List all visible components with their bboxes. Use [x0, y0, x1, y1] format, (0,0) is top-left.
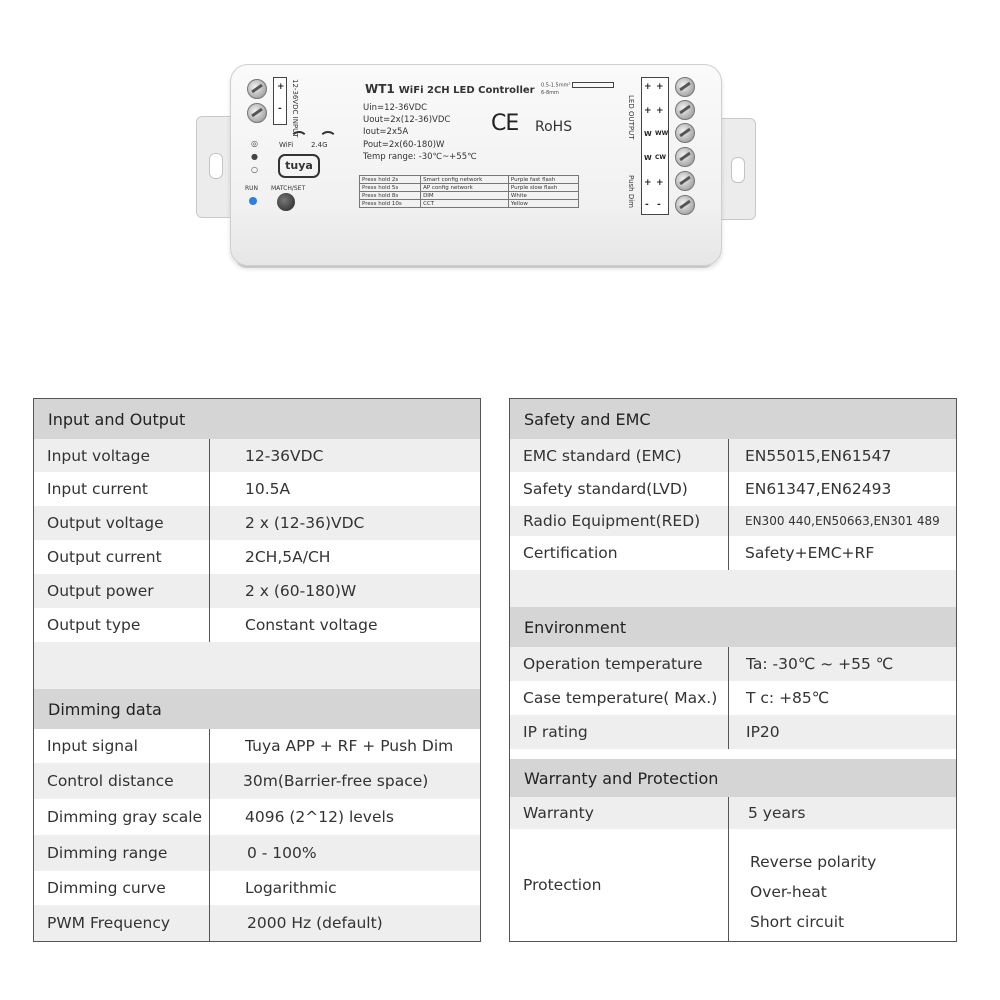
mounting-hole [209, 153, 223, 179]
wire-strip-length: 6-8mm [541, 89, 559, 96]
rohs-mark: RoHS [535, 119, 573, 135]
table-cell: Yellow [508, 200, 578, 208]
mounting-ear-right [718, 118, 756, 220]
table-cell: AP config network [421, 184, 509, 192]
terminal-label: + [644, 106, 652, 116]
brand-text: tuya [285, 159, 313, 172]
device-name: WiFi 2CH LED Controller [398, 85, 535, 96]
row-value: Tuya APP + RF + Push Dim [245, 737, 454, 755]
row-label: Radio Equipment(RED) [523, 512, 701, 530]
row-value: EN55015,EN61547 [745, 446, 892, 465]
row-value: 2000 Hz (default) [247, 914, 383, 932]
terminal-label: WW [655, 130, 669, 137]
list-item: Reverse polarity [750, 853, 877, 871]
row-label: Output current [47, 548, 162, 566]
model-name: WT1 [365, 82, 395, 96]
match-set-button[interactable] [277, 193, 295, 211]
terminal-label: - [645, 200, 649, 210]
device-title [365, 82, 535, 96]
mounting-hole [731, 157, 745, 183]
spec-line: Temp range: -30℃~+55℃ [363, 152, 477, 162]
tuya-logo [278, 154, 320, 178]
protection-list [750, 847, 876, 937]
terminal-screw [675, 77, 695, 97]
button-symbol-icon: ● [251, 152, 258, 161]
section-title: Input and Output [48, 409, 186, 429]
table-row [34, 871, 480, 905]
wifi-label: WiFi [279, 141, 294, 149]
table-cell: Press hold 2s [360, 176, 421, 184]
row-value: 4096 (2^12) levels [245, 808, 394, 826]
row-label: PWM Frequency [47, 914, 171, 932]
section-header-warranty [510, 759, 956, 797]
hold-function-table [359, 175, 579, 208]
spacer-row [510, 570, 956, 607]
terminal-screw [675, 100, 695, 120]
controller-case [230, 64, 722, 266]
output-terminal-labels [641, 77, 669, 215]
run-indicator-led [249, 197, 257, 205]
row-label: Dimming curve [47, 879, 166, 897]
section-title: Environment [524, 617, 627, 637]
table-row [510, 472, 956, 506]
wire-gauge: 0.5-1.5mm² [541, 82, 571, 89]
row-value: EN300 440,EN50663,EN301 489 [745, 514, 940, 528]
row-label: Certification [523, 544, 618, 562]
section-header-safety [510, 399, 956, 439]
match-set-label: MATCH/SET [271, 185, 306, 192]
row-label: Output type [47, 616, 141, 634]
table-cell: White [508, 192, 578, 200]
table-row [510, 506, 956, 536]
table-row [34, 763, 480, 799]
table-cell: Press hold 10s [360, 200, 421, 208]
table-row [360, 200, 579, 208]
column-divider [209, 439, 210, 642]
table-row [34, 540, 480, 574]
column-divider [209, 729, 210, 941]
led-output-label: LED OUTPUT [627, 95, 635, 140]
row-label: Input voltage [47, 446, 150, 465]
row-value: Safety+EMC+RF [745, 544, 875, 562]
terminal-label: + [644, 178, 652, 188]
spec-panel-right [509, 398, 957, 942]
table-row [34, 506, 480, 540]
row-value: Ta: -30℃ ~ +55 ℃ [746, 655, 894, 673]
terminal-label: + [656, 106, 664, 116]
column-divider [728, 797, 729, 941]
section-title: Dimming data [48, 699, 162, 719]
input-terminal-labels [273, 77, 287, 125]
list-item: Short circuit [750, 913, 845, 931]
table-row [34, 472, 480, 506]
row-label: Protection [523, 876, 602, 894]
table-row [510, 829, 956, 941]
row-label: Control distance [47, 772, 174, 790]
table-cell: DIM [421, 192, 509, 200]
table-cell: Press hold 8s [360, 192, 421, 200]
table-row [34, 905, 480, 941]
push-dim-label: Push Dim [627, 175, 635, 208]
terminal-label: - [657, 200, 661, 210]
table-row [360, 192, 579, 200]
table-row [360, 184, 579, 192]
table-row [360, 176, 579, 184]
power-symbol-icon: ◎ [251, 139, 258, 148]
row-value: 5 years [748, 804, 806, 822]
input-label: 12-36VDC INPUT [291, 79, 299, 138]
row-value: 2CH,5A/CH [245, 548, 331, 566]
section-title: Safety and EMC [524, 409, 651, 429]
row-value: 2 x (60-180)W [245, 582, 357, 600]
product-image [196, 62, 756, 272]
row-label: EMC standard (EMC) [523, 446, 682, 465]
row-label: Input signal [47, 737, 138, 755]
row-value: 30m(Barrier-free space) [243, 772, 429, 790]
terminal-minus-label: - [278, 104, 282, 114]
table-row [510, 715, 956, 749]
table-cell: Press hold 5s [360, 184, 421, 192]
table-row [510, 536, 956, 570]
table-cell: CCT [421, 200, 509, 208]
terminal-label: W [644, 130, 652, 138]
spec-line: Uout=2x(12-36)VDC [363, 115, 451, 125]
row-label: Safety standard(LVD) [523, 480, 688, 498]
row-label: Dimming gray scale [47, 808, 203, 826]
row-value: 2 x (12-36)VDC [245, 514, 365, 532]
table-cell: Purple fast flash [508, 176, 578, 184]
row-label: Case temperature( Max.) [523, 689, 718, 707]
spec-panel-left [33, 398, 481, 942]
table-cell: Purple slow flash [508, 184, 578, 192]
table-row [510, 647, 956, 681]
row-label: Dimming range [47, 844, 168, 862]
terminal-screw [247, 79, 267, 99]
row-label: Input current [47, 480, 148, 498]
row-value: Constant voltage [245, 616, 378, 634]
terminal-screw [675, 147, 695, 167]
row-label: Output voltage [47, 514, 164, 532]
section-header-dimming [34, 689, 480, 729]
section-header-environment [510, 607, 956, 647]
ce-mark: CE [491, 111, 519, 136]
terminal-label: + [656, 178, 664, 188]
wire-info [541, 82, 614, 97]
row-value: IP20 [746, 723, 780, 741]
row-value: T c: +85℃ [746, 689, 830, 707]
table-row [34, 835, 480, 871]
spec-line: Iout=2x5A [363, 127, 409, 137]
row-value: Logarithmic [245, 879, 337, 897]
table-row [34, 608, 480, 642]
terminal-screw [675, 171, 695, 191]
table-row [34, 729, 480, 763]
table-row [510, 439, 956, 472]
row-value: 0 - 100% [247, 844, 317, 862]
section-title: Warranty and Protection [524, 768, 719, 788]
spacer-row [34, 642, 480, 689]
table-row [510, 797, 956, 829]
table-row [34, 574, 480, 608]
terminal-screw [247, 103, 267, 123]
column-divider [728, 647, 729, 749]
band-label: 2.4G [311, 141, 328, 149]
row-label: Operation temperature [523, 655, 703, 673]
spec-line: Uin=12-36VDC [363, 103, 428, 113]
terminal-label: W [644, 154, 652, 162]
terminal-label: + [656, 82, 664, 92]
table-row [34, 799, 480, 835]
column-divider [728, 439, 729, 570]
row-label: IP rating [523, 723, 588, 741]
table-row [34, 439, 480, 472]
terminal-plus-label: + [277, 82, 285, 92]
table-row [510, 681, 956, 715]
row-label: Warranty [523, 804, 594, 822]
terminal-label: CW [655, 154, 667, 161]
row-value: EN61347,EN62493 [745, 480, 892, 498]
list-item: Over-heat [750, 883, 827, 901]
run-label: RUN [245, 185, 259, 192]
terminal-screw [675, 123, 695, 143]
terminal-screw [675, 195, 695, 215]
row-value: 10.5A [245, 480, 291, 498]
spec-line: Pout=2x(60-180)W [363, 140, 445, 150]
row-label: Output power [47, 582, 154, 600]
row-value: 12-36VDC [245, 446, 324, 465]
off-symbol-icon: ○ [251, 165, 258, 174]
terminal-label: + [644, 82, 652, 92]
section-header-input-output [34, 399, 480, 439]
table-cell: Smart config network [421, 176, 509, 184]
